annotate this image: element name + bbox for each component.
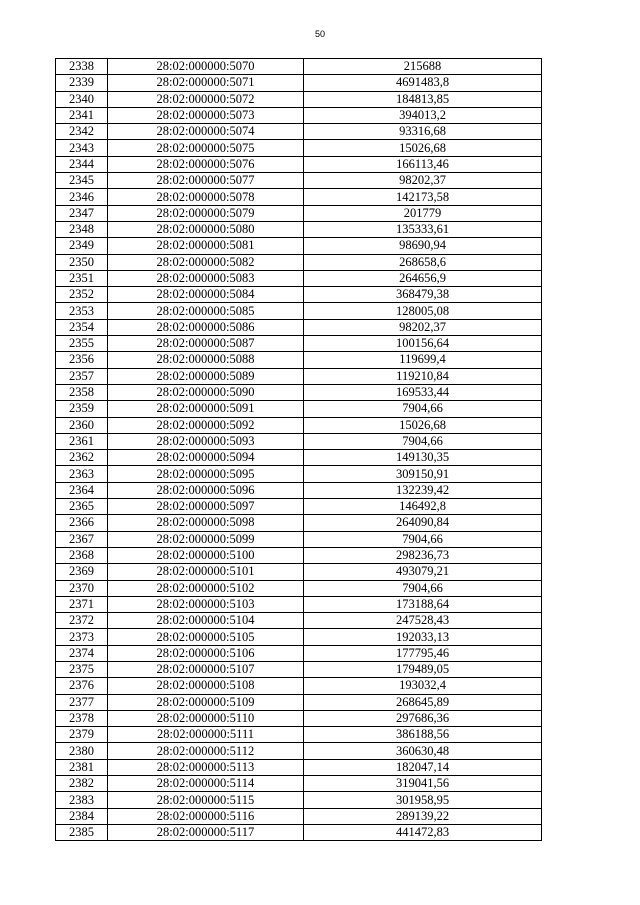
row-number-cell: 2345	[56, 173, 108, 189]
table-row	[56, 499, 542, 515]
value-cell: 301958,95	[304, 792, 542, 808]
cadastral-number-cell: 28:02:000000:5079	[108, 205, 304, 221]
table-row	[56, 613, 542, 629]
row-number-cell: 2366	[56, 515, 108, 531]
value-cell: 441472,83	[304, 824, 542, 840]
value-cell: 192033,13	[304, 629, 542, 645]
row-number-cell: 2372	[56, 613, 108, 629]
value-cell: 173188,64	[304, 596, 542, 612]
cadastral-number-cell: 28:02:000000:5096	[108, 482, 304, 498]
cadastral-number-cell: 28:02:000000:5100	[108, 547, 304, 563]
cadastral-number-cell: 28:02:000000:5090	[108, 384, 304, 400]
row-number-cell: 2361	[56, 433, 108, 449]
table-row	[56, 75, 542, 91]
row-number-cell: 2363	[56, 466, 108, 482]
value-cell: 166113,46	[304, 156, 542, 172]
table-row	[56, 189, 542, 205]
value-cell: 7904,66	[304, 531, 542, 547]
cadastral-number-cell: 28:02:000000:5102	[108, 580, 304, 596]
row-number-cell: 2379	[56, 727, 108, 743]
cadastral-number-cell: 28:02:000000:5084	[108, 287, 304, 303]
table-row	[56, 287, 542, 303]
table-row	[56, 205, 542, 221]
table-row	[56, 59, 542, 75]
table-row	[56, 596, 542, 612]
value-cell: 100156,64	[304, 336, 542, 352]
cadastral-number-cell: 28:02:000000:5115	[108, 792, 304, 808]
row-number-cell: 2359	[56, 401, 108, 417]
value-cell: 119210,84	[304, 368, 542, 384]
table-row	[56, 678, 542, 694]
value-cell: 146492,8	[304, 499, 542, 515]
cadastral-number-cell: 28:02:000000:5072	[108, 91, 304, 107]
value-cell: 179489,05	[304, 661, 542, 677]
row-number-cell: 2347	[56, 205, 108, 221]
cadastral-number-cell: 28:02:000000:5113	[108, 759, 304, 775]
value-cell: 184813,85	[304, 91, 542, 107]
row-number-cell: 2377	[56, 694, 108, 710]
cadastral-number-cell: 28:02:000000:5080	[108, 221, 304, 237]
table-row	[56, 270, 542, 286]
table-row	[56, 433, 542, 449]
value-cell: 98202,37	[304, 173, 542, 189]
value-cell: 289139,22	[304, 808, 542, 824]
value-cell: 268658,6	[304, 254, 542, 270]
row-number-cell: 2371	[56, 596, 108, 612]
value-cell: 247528,43	[304, 613, 542, 629]
table-row	[56, 759, 542, 775]
table-row	[56, 384, 542, 400]
value-cell: 142173,58	[304, 189, 542, 205]
row-number-cell: 2341	[56, 107, 108, 123]
table-row	[56, 710, 542, 726]
row-number-cell: 2375	[56, 661, 108, 677]
row-number-cell: 2369	[56, 564, 108, 580]
cadastral-number-cell: 28:02:000000:5114	[108, 776, 304, 792]
table-row	[56, 547, 542, 563]
row-number-cell: 2355	[56, 336, 108, 352]
value-cell: 169533,44	[304, 384, 542, 400]
cadastral-number-cell: 28:02:000000:5107	[108, 661, 304, 677]
cadastral-number-cell: 28:02:000000:5081	[108, 238, 304, 254]
value-cell: 7904,66	[304, 401, 542, 417]
row-number-cell: 2360	[56, 417, 108, 433]
table-row	[56, 156, 542, 172]
table-row	[56, 173, 542, 189]
cadastral-number-cell: 28:02:000000:5101	[108, 564, 304, 580]
cadastral-number-cell: 28:02:000000:5112	[108, 743, 304, 759]
cadastral-number-cell: 28:02:000000:5091	[108, 401, 304, 417]
table-row	[56, 743, 542, 759]
row-number-cell: 2340	[56, 91, 108, 107]
row-number-cell: 2339	[56, 75, 108, 91]
value-cell: 215688	[304, 59, 542, 75]
row-number-cell: 2358	[56, 384, 108, 400]
table-row	[56, 564, 542, 580]
cadastral-number-cell: 28:02:000000:5082	[108, 254, 304, 270]
table-row	[56, 124, 542, 140]
cadastral-number-cell: 28:02:000000:5093	[108, 433, 304, 449]
cadastral-number-cell: 28:02:000000:5073	[108, 107, 304, 123]
row-number-cell: 2353	[56, 303, 108, 319]
value-cell: 182047,14	[304, 759, 542, 775]
table-row	[56, 91, 542, 107]
cadastral-number-cell: 28:02:000000:5106	[108, 645, 304, 661]
table-row	[56, 645, 542, 661]
table-row	[56, 808, 542, 824]
row-number-cell: 2385	[56, 824, 108, 840]
cadastral-number-cell: 28:02:000000:5110	[108, 710, 304, 726]
value-cell: 132239,42	[304, 482, 542, 498]
row-number-cell: 2338	[56, 59, 108, 75]
row-number-cell: 2356	[56, 352, 108, 368]
cadastral-number-cell: 28:02:000000:5070	[108, 59, 304, 75]
value-cell: 93316,68	[304, 124, 542, 140]
table-row	[56, 401, 542, 417]
row-number-cell: 2346	[56, 189, 108, 205]
value-cell: 368479,38	[304, 287, 542, 303]
cadastral-number-cell: 28:02:000000:5099	[108, 531, 304, 547]
cadastral-number-cell: 28:02:000000:5071	[108, 75, 304, 91]
table-row	[56, 221, 542, 237]
row-number-cell: 2374	[56, 645, 108, 661]
table-row	[56, 107, 542, 123]
table-row	[56, 254, 542, 270]
table-row	[56, 417, 542, 433]
row-number-cell: 2367	[56, 531, 108, 547]
value-cell: 177795,46	[304, 645, 542, 661]
cadastral-number-cell: 28:02:000000:5083	[108, 270, 304, 286]
cadastral-number-cell: 28:02:000000:5094	[108, 450, 304, 466]
cadastral-number-cell: 28:02:000000:5103	[108, 596, 304, 612]
row-number-cell: 2364	[56, 482, 108, 498]
table-row	[56, 238, 542, 254]
cadastral-number-cell: 28:02:000000:5098	[108, 515, 304, 531]
table-row	[56, 319, 542, 335]
row-number-cell: 2368	[56, 547, 108, 563]
value-cell: 193032,4	[304, 678, 542, 694]
row-number-cell: 2384	[56, 808, 108, 824]
cadastral-number-cell: 28:02:000000:5087	[108, 336, 304, 352]
row-number-cell: 2344	[56, 156, 108, 172]
value-cell: 135333,61	[304, 221, 542, 237]
cadastral-number-cell: 28:02:000000:5108	[108, 678, 304, 694]
value-cell: 264656,9	[304, 270, 542, 286]
value-cell: 4691483,8	[304, 75, 542, 91]
cadastral-number-cell: 28:02:000000:5095	[108, 466, 304, 482]
table-row	[56, 336, 542, 352]
cadastral-number-cell: 28:02:000000:5116	[108, 808, 304, 824]
table-row	[56, 450, 542, 466]
value-cell: 149130,35	[304, 450, 542, 466]
table-row	[56, 694, 542, 710]
row-number-cell: 2370	[56, 580, 108, 596]
row-number-cell: 2373	[56, 629, 108, 645]
row-number-cell: 2343	[56, 140, 108, 156]
value-cell: 7904,66	[304, 580, 542, 596]
cadastral-number-cell: 28:02:000000:5078	[108, 189, 304, 205]
value-cell: 268645,89	[304, 694, 542, 710]
row-number-cell: 2351	[56, 270, 108, 286]
row-number-cell: 2348	[56, 221, 108, 237]
table-row	[56, 352, 542, 368]
cadastral-number-cell: 28:02:000000:5088	[108, 352, 304, 368]
cadastral-number-cell: 28:02:000000:5104	[108, 613, 304, 629]
row-number-cell: 2365	[56, 499, 108, 515]
cadastral-number-cell: 28:02:000000:5074	[108, 124, 304, 140]
value-cell: 386188,56	[304, 727, 542, 743]
row-number-cell: 2383	[56, 792, 108, 808]
cadastral-number-cell: 28:02:000000:5076	[108, 156, 304, 172]
value-cell: 298236,73	[304, 547, 542, 563]
table-row	[56, 776, 542, 792]
value-cell: 360630,48	[304, 743, 542, 759]
row-number-cell: 2378	[56, 710, 108, 726]
row-number-cell: 2352	[56, 287, 108, 303]
table-body	[56, 59, 542, 841]
cadastral-number-cell: 28:02:000000:5086	[108, 319, 304, 335]
cadastral-number-cell: 28:02:000000:5085	[108, 303, 304, 319]
value-cell: 15026,68	[304, 140, 542, 156]
table-row	[56, 661, 542, 677]
table-row	[56, 531, 542, 547]
table-row	[56, 824, 542, 840]
table-row	[56, 515, 542, 531]
cadastral-number-cell: 28:02:000000:5092	[108, 417, 304, 433]
value-cell: 98202,37	[304, 319, 542, 335]
row-number-cell: 2349	[56, 238, 108, 254]
row-number-cell: 2357	[56, 368, 108, 384]
row-number-cell: 2382	[56, 776, 108, 792]
cadastral-value-table	[55, 58, 542, 841]
value-cell: 309150,91	[304, 466, 542, 482]
cadastral-number-cell: 28:02:000000:5075	[108, 140, 304, 156]
row-number-cell: 2376	[56, 678, 108, 694]
value-cell: 119699,4	[304, 352, 542, 368]
page-number: 50	[314, 29, 325, 39]
table-row	[56, 140, 542, 156]
table-row	[56, 482, 542, 498]
value-cell: 7904,66	[304, 433, 542, 449]
table-row	[56, 368, 542, 384]
row-number-cell: 2350	[56, 254, 108, 270]
value-cell: 264090,84	[304, 515, 542, 531]
table-row	[56, 792, 542, 808]
value-cell: 15026,68	[304, 417, 542, 433]
value-cell: 297686,36	[304, 710, 542, 726]
value-cell: 394013,2	[304, 107, 542, 123]
table-row	[56, 629, 542, 645]
cadastral-number-cell: 28:02:000000:5077	[108, 173, 304, 189]
value-cell: 319041,56	[304, 776, 542, 792]
table-row	[56, 466, 542, 482]
cadastral-number-cell: 28:02:000000:5105	[108, 629, 304, 645]
row-number-cell: 2354	[56, 319, 108, 335]
cadastral-number-cell: 28:02:000000:5111	[108, 727, 304, 743]
cadastral-number-cell: 28:02:000000:5109	[108, 694, 304, 710]
row-number-cell: 2342	[56, 124, 108, 140]
cadastral-number-cell: 28:02:000000:5089	[108, 368, 304, 384]
value-cell: 493079,21	[304, 564, 542, 580]
cadastral-number-cell: 28:02:000000:5117	[108, 824, 304, 840]
table-row	[56, 580, 542, 596]
value-cell: 128005,08	[304, 303, 542, 319]
cadastral-number-cell: 28:02:000000:5097	[108, 499, 304, 515]
table-row	[56, 303, 542, 319]
value-cell: 201779	[304, 205, 542, 221]
table-row	[56, 727, 542, 743]
row-number-cell: 2381	[56, 759, 108, 775]
row-number-cell: 2362	[56, 450, 108, 466]
value-cell: 98690,94	[304, 238, 542, 254]
row-number-cell: 2380	[56, 743, 108, 759]
